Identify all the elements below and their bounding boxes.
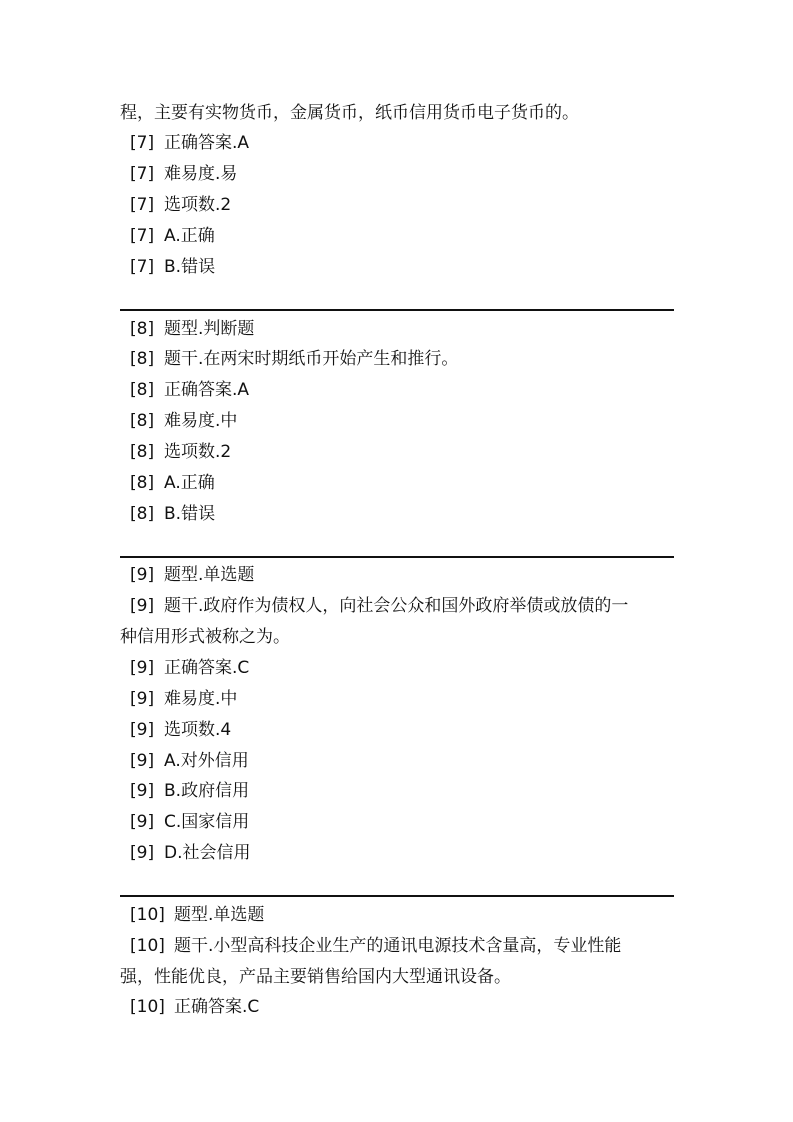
q8-options-count bbox=[120, 441, 231, 463]
q9-tag: [9] bbox=[130, 720, 155, 740]
q8-tag: [8] bbox=[130, 442, 155, 462]
q9-tag: [9] bbox=[130, 812, 155, 832]
q7-tag: [7] bbox=[130, 133, 155, 153]
q9-option-d bbox=[120, 842, 251, 864]
q7-option-b-text: B.错误 bbox=[164, 257, 216, 277]
q8-tag: [8] bbox=[130, 380, 155, 400]
q8-tag: [8] bbox=[130, 319, 155, 339]
q9-difficulty-text: 难易度.中 bbox=[164, 689, 238, 709]
q7-options-count bbox=[120, 194, 231, 216]
q9-options-count bbox=[120, 719, 231, 741]
q8-tag: [8] bbox=[130, 504, 155, 524]
q9-answer-text: 正确答案.C bbox=[164, 658, 250, 678]
q10-type-text: 题型.单选题 bbox=[174, 905, 265, 925]
q7-tag: [7] bbox=[130, 257, 155, 277]
q8-stem bbox=[120, 348, 458, 370]
q8-difficulty bbox=[120, 410, 237, 432]
q10-type bbox=[120, 904, 264, 926]
q9-type bbox=[120, 564, 254, 586]
separator-rule bbox=[120, 556, 674, 558]
q8-option-a bbox=[120, 472, 215, 494]
q8-stem-text: 题干.在两宋时期纸币开始产生和推行。 bbox=[164, 349, 459, 369]
q7-option-a bbox=[120, 225, 215, 247]
q7-answer bbox=[120, 132, 249, 154]
q9-difficulty bbox=[120, 688, 237, 710]
q7-tag: [7] bbox=[130, 226, 155, 246]
q8-option-b-text: B.错误 bbox=[164, 504, 216, 524]
q9-stem-continued: 种信用形式被称之为。 bbox=[120, 627, 290, 647]
q9-option-d-text: D.社会信用 bbox=[164, 843, 251, 863]
q9-tag: [9] bbox=[130, 689, 155, 709]
q10-tag: [10] bbox=[130, 936, 165, 956]
q8-type-text: 题型.判断题 bbox=[164, 319, 255, 339]
q9-answer bbox=[120, 657, 249, 679]
intro-line: 程，主要有实物货币，金属货币，纸币信用货币电子货币的。 bbox=[120, 103, 579, 123]
q10-stem-continued: 强，性能优良，产品主要销售给国内大型通讯设备。 bbox=[120, 967, 511, 987]
q9-option-b-text: B.政府信用 bbox=[164, 781, 250, 801]
q9-tag: [9] bbox=[130, 565, 155, 585]
q8-answer-text: 正确答案.A bbox=[164, 380, 250, 400]
q9-option-a-text: A.对外信用 bbox=[164, 751, 249, 771]
q9-tag: [9] bbox=[130, 843, 155, 863]
q7-answer-text: 正确答案.A bbox=[164, 133, 250, 153]
q7-tag: [7] bbox=[130, 164, 155, 184]
separator-rule bbox=[120, 309, 674, 311]
q9-option-a bbox=[120, 750, 249, 772]
q10-tag: [10] bbox=[130, 997, 165, 1017]
q10-stem bbox=[120, 935, 621, 957]
q9-options-count-text: 选项数.4 bbox=[164, 720, 232, 740]
q9-option-c-text: C.国家信用 bbox=[164, 812, 250, 832]
q7-difficulty-text: 难易度.易 bbox=[164, 164, 238, 184]
q8-tag: [8] bbox=[130, 473, 155, 493]
q9-tag: [9] bbox=[130, 596, 155, 616]
q8-option-a-text: A.正确 bbox=[164, 473, 215, 493]
q7-tag: [7] bbox=[130, 195, 155, 215]
q8-difficulty-text: 难易度.中 bbox=[164, 411, 238, 431]
q10-tag: [10] bbox=[130, 905, 165, 925]
q9-tag: [9] bbox=[130, 751, 155, 771]
q7-option-b bbox=[120, 256, 215, 278]
q8-option-b bbox=[120, 503, 215, 525]
q8-tag: [8] bbox=[130, 349, 155, 369]
q7-option-a-text: A.正确 bbox=[164, 226, 215, 246]
q9-stem-text: 题干.政府作为债权人，向社会公众和国外政府举债或放债的一 bbox=[164, 596, 629, 616]
q9-stem bbox=[120, 595, 628, 617]
q9-tag: [9] bbox=[130, 781, 155, 801]
separator-rule bbox=[120, 895, 674, 897]
q10-answer-text: 正确答案.C bbox=[174, 997, 260, 1017]
q9-option-c bbox=[120, 811, 249, 833]
q8-tag: [8] bbox=[130, 411, 155, 431]
q8-answer bbox=[120, 379, 249, 401]
q8-options-count-text: 选项数.2 bbox=[164, 442, 232, 462]
q9-tag: [9] bbox=[130, 658, 155, 678]
q9-option-b bbox=[120, 780, 249, 802]
q10-stem-text: 题干.小型高科技企业生产的通讯电源技术含量高，专业性能 bbox=[174, 936, 622, 956]
q8-type bbox=[120, 318, 254, 340]
q10-answer bbox=[120, 996, 259, 1018]
q9-type-text: 题型.单选题 bbox=[164, 565, 255, 585]
q7-difficulty bbox=[120, 163, 237, 185]
q7-options-count-text: 选项数.2 bbox=[164, 195, 232, 215]
